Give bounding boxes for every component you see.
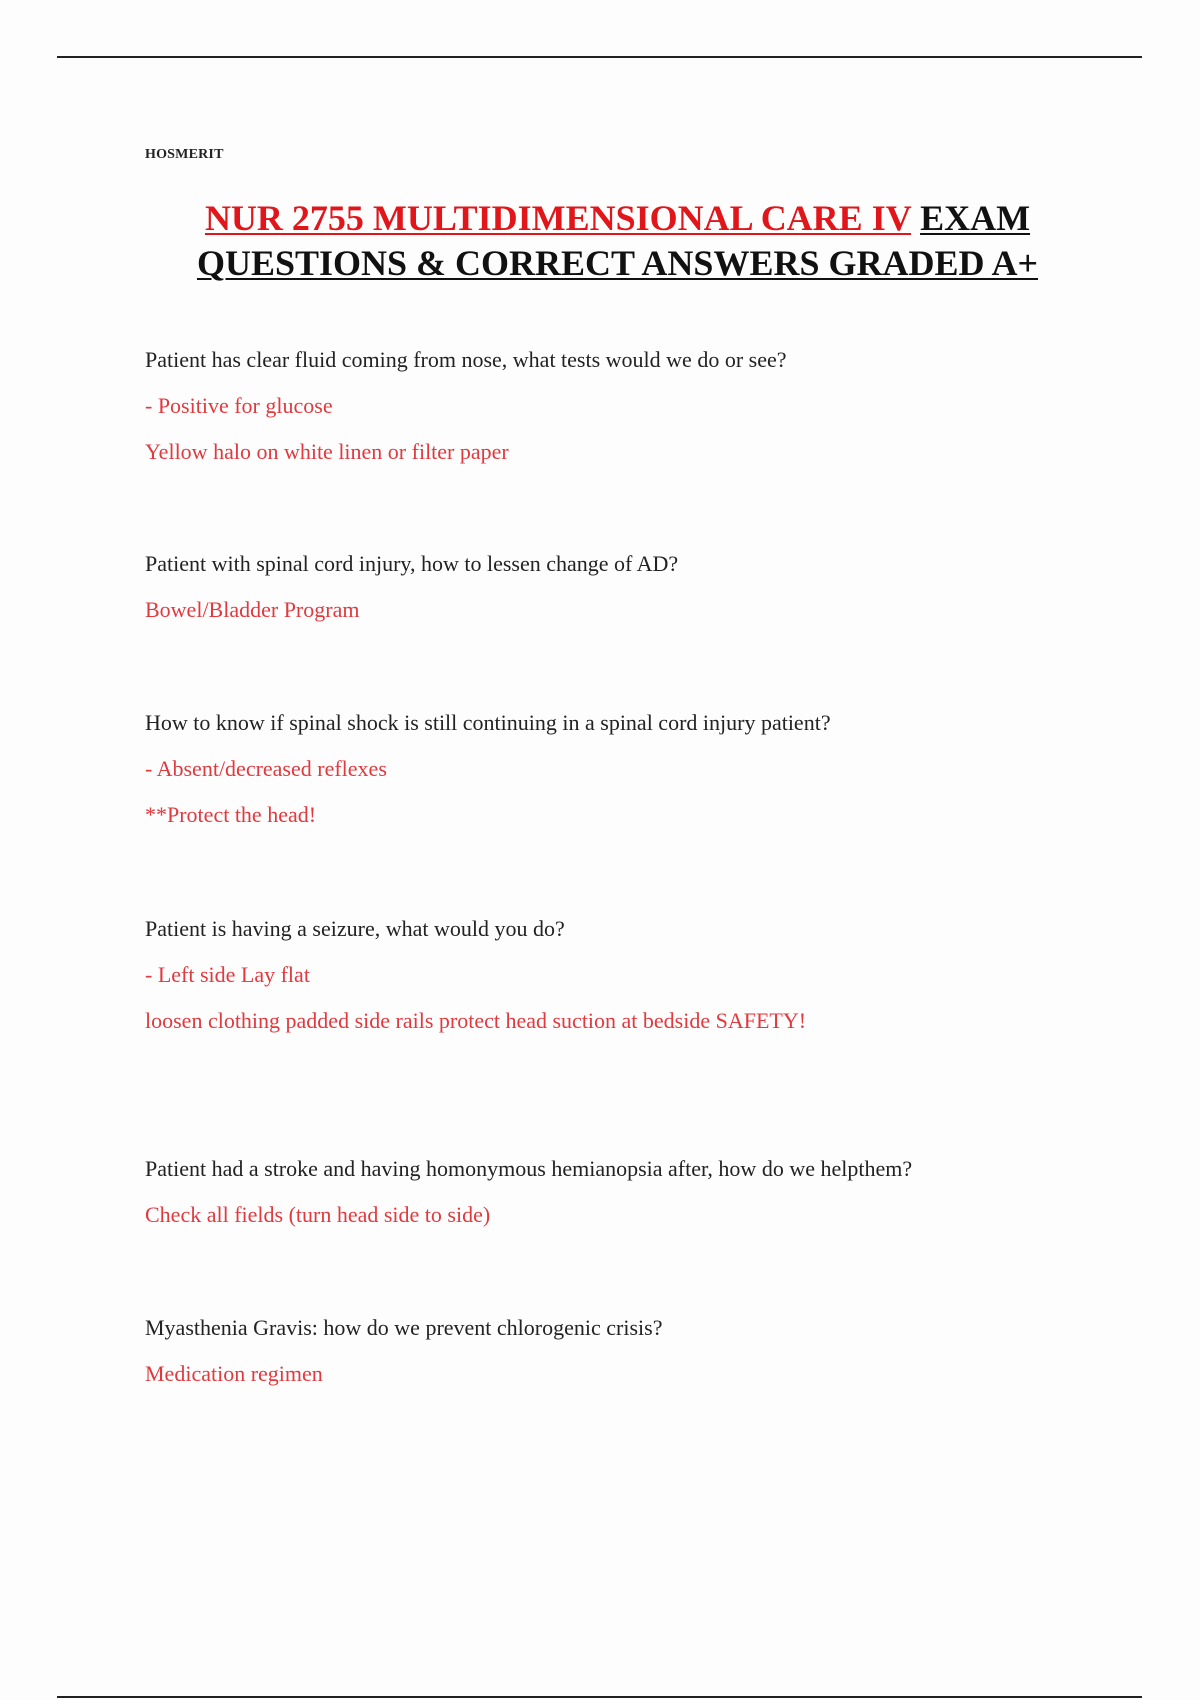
answer-text: Medication regimen xyxy=(145,1361,323,1386)
qa-item xyxy=(145,916,1095,1034)
question-text: Patient is having a seizure, what would you do? xyxy=(145,916,565,941)
qa-item xyxy=(145,1315,1095,1387)
answer-text: **Protect the head! xyxy=(145,802,317,827)
top-rule xyxy=(57,56,1142,58)
qa-item xyxy=(145,551,1095,623)
header-label: HOSMERIT xyxy=(145,147,224,162)
answer-text: - Left side Lay flat xyxy=(145,962,310,987)
title-course-name: NUR 2755 MULTIDIMENSIONAL CARE IV xyxy=(204,198,912,238)
question-text: How to know if spinal shock is still continuing in a spinal cord injury patient? xyxy=(145,710,831,735)
answer-text: - Absent/decreased reflexes xyxy=(145,756,387,781)
answer-text: loosen clothing padded side rails protect head suction at bedside SAFETY! xyxy=(145,1008,807,1033)
title-line-2: QUESTIONS & CORRECT ANSWERS GRADED A+ xyxy=(196,243,1039,283)
title-exam-word: EXAM xyxy=(920,198,1031,238)
answer-text: Check all fields (turn head side to side) xyxy=(145,1202,491,1227)
answer-text: Bowel/Bladder Program xyxy=(145,597,360,622)
answer-text: - Positive for glucose xyxy=(145,393,333,418)
question-text: Patient has clear fluid coming from nose, what tests would we do or see? xyxy=(145,347,787,372)
document-title xyxy=(145,196,1090,286)
qa-item xyxy=(145,710,1095,828)
question-text: Myasthenia Gravis: how do we prevent chlorogenic crisis? xyxy=(145,1315,663,1340)
qa-item xyxy=(145,1156,1095,1228)
question-text: Patient with spinal cord injury, how to lessen change of AD? xyxy=(145,551,679,576)
qa-item xyxy=(145,347,1095,465)
question-text: Patient had a stroke and having homonymous hemianopsia after, how do we helpthem? xyxy=(145,1156,913,1181)
bottom-rule xyxy=(57,1696,1142,1698)
answer-text: Yellow halo on white linen or filter paper xyxy=(145,439,509,464)
